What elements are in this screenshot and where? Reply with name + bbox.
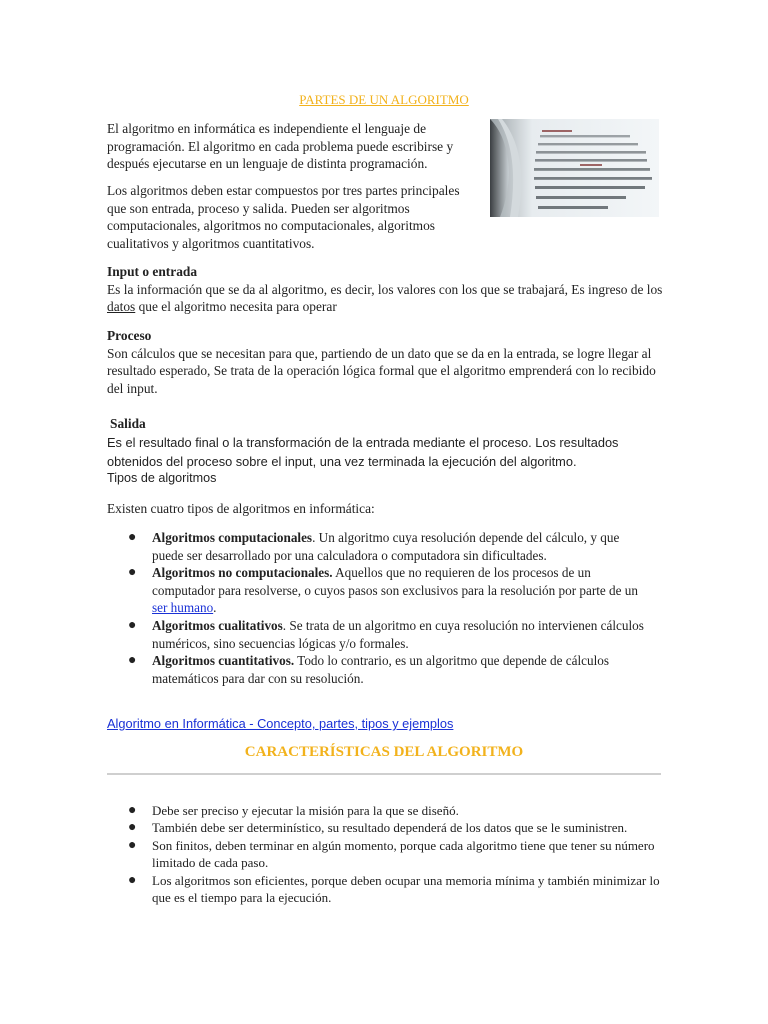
input-heading: Input o entrada [107,264,198,279]
list-item [128,564,648,617]
list-item [128,529,648,564]
source-link[interactable]: Algoritmo en Informática - Concepto, partes, tipos y ejemplos [107,716,454,731]
list-item [128,802,668,819]
input-text-after: que el algoritmo necesita para operar [135,299,337,315]
bullet-icon: ● [128,617,137,633]
tipo-text: . Se trata de un algoritmo en cuya resolución no intervienen cálculos numéricos, sino secuencias lógicas y/o formales. [152,617,644,651]
input-section [107,263,663,316]
tipo-bold: Algoritmos cualitativos [152,617,283,633]
tipo-text: Todo lo contrario, es un algoritmo que depende de cálculos matemáticos para dar con su resolución. [152,653,610,686]
divider [107,773,661,775]
salida-heading: Salida [110,416,146,431]
datos-link[interactable]: datos [107,299,136,315]
intro-paragraph-2 [107,182,652,252]
caracteristica-text: También debe ser determinístico, su resultado dependerá de los datos que se le suministren. [152,820,628,836]
bullet-icon: ● [128,872,137,888]
tipo-bold: Algoritmos no computacionales. [152,565,333,581]
ser-humano-link[interactable]: ser humano [152,600,214,616]
tipo-text: . Un algoritmo cuya resolución depende del cálculo, y que puede ser desarrollado por una calculadora o computadora sin dificultades. [152,530,620,563]
tipo-after: . [213,600,217,616]
bullet-icon: ● [128,820,137,836]
list-item [128,819,668,836]
proceso-section [107,327,663,397]
list-item [128,617,648,652]
tipos-intro: Existen cuatro tipos de algoritmos en informática: [107,501,375,516]
caracteristica-text: Los algoritmos son eficientes, porque deben ocupar una memoria mínima y también minimizar lo que es el tiempo para la ejecución. [152,872,660,906]
list-item [128,837,668,872]
tipos-list [128,529,648,687]
list-item [128,652,648,687]
title-partes: PARTES DE UN ALGORITMO [299,92,469,107]
caracteristica-text: Son finitos, deben terminar en algún momento, porque cada algoritmo tiene que tener su número limitado de cada paso. [152,837,655,871]
proceso-text: Son cálculos que se necesitan para que, partiendo de un dato que se da en la entrada, se logre llegar al resultado esperado, Se trata de la operación lógica formal que el algoritmo emprenderá con lo recibido del input. [107,345,656,396]
tipo-bold: Algoritmos computacionales [152,530,313,545]
tipo-text: Aquellos que no requieren de los procesos de un computador para resolverse, o cuyos pasos son exclusivos para la resolución por parte de un [152,565,638,598]
input-text-before: Es la información que se da al algoritmo, es decir, los valores con los que se trabajará, Es ingreso de los [107,281,663,297]
bullet-icon: ● [128,837,137,853]
bullet-icon: ● [128,565,137,581]
tipos-label: Tipos de algoritmos [107,471,217,485]
proceso-heading: Proceso [107,328,152,343]
intro-paragraph-1: El algoritmo en informática es independiente el lenguaje de programación. El algoritmo en cada problema puede escribirse y después ejecutarse en un lenguaje de distinta programación. [107,121,454,172]
title-caracteristicas: CARACTERÍSTICAS DEL ALGORITMO [244,744,524,760]
salida-text: Es el resultado final o la transformación de la entrada mediante el proceso. Los resultados obtenidos del proceso sobre el input, una vez terminada la ejecución del algoritmo. [107,435,619,469]
bullet-icon: ● [128,653,137,669]
caracteristica-text: Debe ser preciso y ejecutar la misión para la que se diseñó. [152,803,459,818]
tipo-bold: Algoritmos cuantitativos. [152,653,295,669]
caracteristicas-list [128,802,668,906]
bullet-icon: ● [128,530,137,545]
bullet-icon: ● [128,803,137,818]
intro-paragraph-2-text: Los algoritmos deben estar compuestos por tres partes principales que son entrada, proceso y salida. Pueden ser algoritmos computacionales, algoritmos no computacionales, algoritmos cualitativos y algoritmos cuantitativos. [107,183,460,251]
list-item [128,872,668,907]
